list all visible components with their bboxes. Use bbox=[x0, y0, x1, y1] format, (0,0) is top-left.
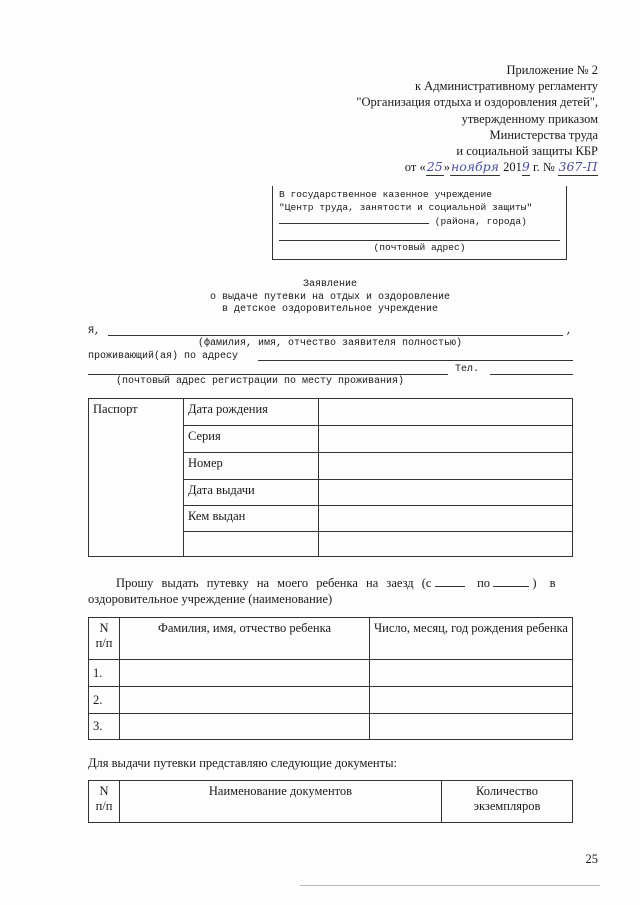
applicant-fio-field[interactable] bbox=[108, 335, 563, 336]
passport-field-value[interactable] bbox=[319, 506, 573, 532]
passport-table bbox=[88, 398, 573, 557]
residing-address-field-2[interactable] bbox=[88, 374, 448, 375]
tel-field[interactable] bbox=[490, 374, 573, 375]
documents-col-num-header: N п/п bbox=[89, 781, 120, 823]
children-row-num: 2. bbox=[89, 687, 120, 714]
tel-label: Тел. bbox=[455, 364, 480, 375]
children-row-name[interactable] bbox=[120, 714, 370, 740]
children-row-birth[interactable] bbox=[370, 660, 573, 687]
passport-field-value[interactable] bbox=[319, 399, 573, 426]
children-row-birth[interactable] bbox=[370, 687, 573, 714]
residing-address-field[interactable] bbox=[258, 360, 573, 361]
address-caption: (почтовый адрес регистрации по месту проживания) bbox=[116, 376, 405, 387]
recipient-line-1: В государственное казенное учреждение bbox=[279, 189, 493, 200]
appendix-line-2: к Административному регламенту bbox=[414, 79, 598, 94]
documents-intro: Для выдачи путевки представляю следующие документы: bbox=[88, 756, 397, 770]
children-col-num-header: N п/п bbox=[89, 618, 120, 660]
date-year-prefix: 201 bbox=[503, 160, 522, 175]
children-row-name[interactable] bbox=[120, 687, 370, 714]
documents-col-count-header: Количество экземпляров bbox=[442, 781, 573, 823]
date-prefix: от « bbox=[404, 160, 426, 175]
children-row-num: 3. bbox=[89, 714, 120, 740]
passport-field-value[interactable] bbox=[319, 426, 573, 453]
appendix-line-1: Приложение № 2 bbox=[506, 63, 598, 77]
end-date-field[interactable] bbox=[493, 576, 529, 587]
passport-field-label bbox=[184, 532, 319, 557]
district-field[interactable] bbox=[279, 214, 429, 224]
request-line-1 bbox=[116, 575, 556, 591]
documents-table bbox=[88, 780, 573, 823]
passport-label: Паспорт bbox=[89, 399, 184, 557]
order-number: 367-П bbox=[558, 159, 598, 176]
passport-field-label: Серия bbox=[184, 426, 319, 453]
request-text-a: Прошу выдать путевку на моего ребенка на заезд (с bbox=[116, 576, 432, 590]
recipient-line-2: "Центр труда, занятости и социальной защиты" bbox=[279, 202, 533, 213]
children-row-birth[interactable] bbox=[370, 714, 573, 740]
statement-title: Заявление bbox=[302, 279, 357, 290]
applicant-comma: , bbox=[566, 326, 573, 337]
passport-field-value[interactable] bbox=[319, 453, 573, 480]
applicant-i-label: Я, bbox=[88, 326, 101, 337]
start-date-field[interactable] bbox=[435, 576, 465, 587]
passport-field-label: Кем выдан bbox=[184, 506, 319, 532]
passport-field-label: Дата выдачи bbox=[184, 480, 319, 506]
request-line-2: оздоровительное учреждение (наименование) bbox=[88, 592, 333, 606]
children-table bbox=[88, 617, 573, 740]
date-sep: » bbox=[443, 160, 450, 175]
statement-subtitle-1: о выдаче путевки на отдых и оздоровление bbox=[209, 291, 451, 303]
recipient-line-3 bbox=[279, 214, 560, 228]
request-text-b: по bbox=[477, 576, 491, 590]
district-caption: (района, города) bbox=[434, 216, 527, 227]
date-year-suffix: г. № bbox=[529, 160, 555, 175]
postal-address-field[interactable] bbox=[279, 228, 560, 241]
children-row-name[interactable] bbox=[120, 660, 370, 687]
passport-field-label: Номер bbox=[184, 453, 319, 480]
date-year-digit: 9 bbox=[522, 159, 530, 176]
date-day: 25 bbox=[426, 159, 444, 176]
date-month: ноября bbox=[450, 159, 500, 176]
appendix-line-4: утвержденному приказом bbox=[461, 111, 598, 126]
statement-subtitle-2: в детское оздоровительное учреждение bbox=[221, 304, 439, 315]
children-col-name-header: Фамилия, имя, отчество ребенка bbox=[120, 618, 370, 660]
passport-field-value[interactable] bbox=[319, 480, 573, 506]
postal-address-caption: (почтовый адрес) bbox=[373, 242, 466, 253]
statement-title-block bbox=[160, 279, 500, 317]
request-text-c: ) в bbox=[532, 576, 556, 590]
residing-label: проживающий(ая) по адресу bbox=[88, 351, 239, 362]
children-row-num: 1. bbox=[89, 660, 120, 687]
passport-field-value[interactable] bbox=[319, 532, 573, 557]
applicant-fio-caption: (фамилия, имя, отчество заявителя полностью) bbox=[198, 338, 463, 349]
appendix-line-5: Министерства труда bbox=[489, 127, 598, 142]
page-number: 25 bbox=[585, 852, 598, 866]
appendix-header bbox=[356, 62, 598, 176]
footer-divider bbox=[300, 885, 600, 886]
appendix-line-3: "Организация отдыха и оздоровления детей", bbox=[356, 95, 598, 110]
documents-col-name-header: Наименование документов bbox=[120, 781, 442, 823]
appendix-line-6: и социальной защиты КБР bbox=[456, 144, 598, 159]
passport-field-label: Дата рождения bbox=[184, 399, 319, 426]
appendix-date-line bbox=[356, 159, 598, 176]
children-col-birth-header: Число, месяц, год рождения ребенка bbox=[370, 618, 573, 660]
recipient-box bbox=[272, 186, 567, 260]
